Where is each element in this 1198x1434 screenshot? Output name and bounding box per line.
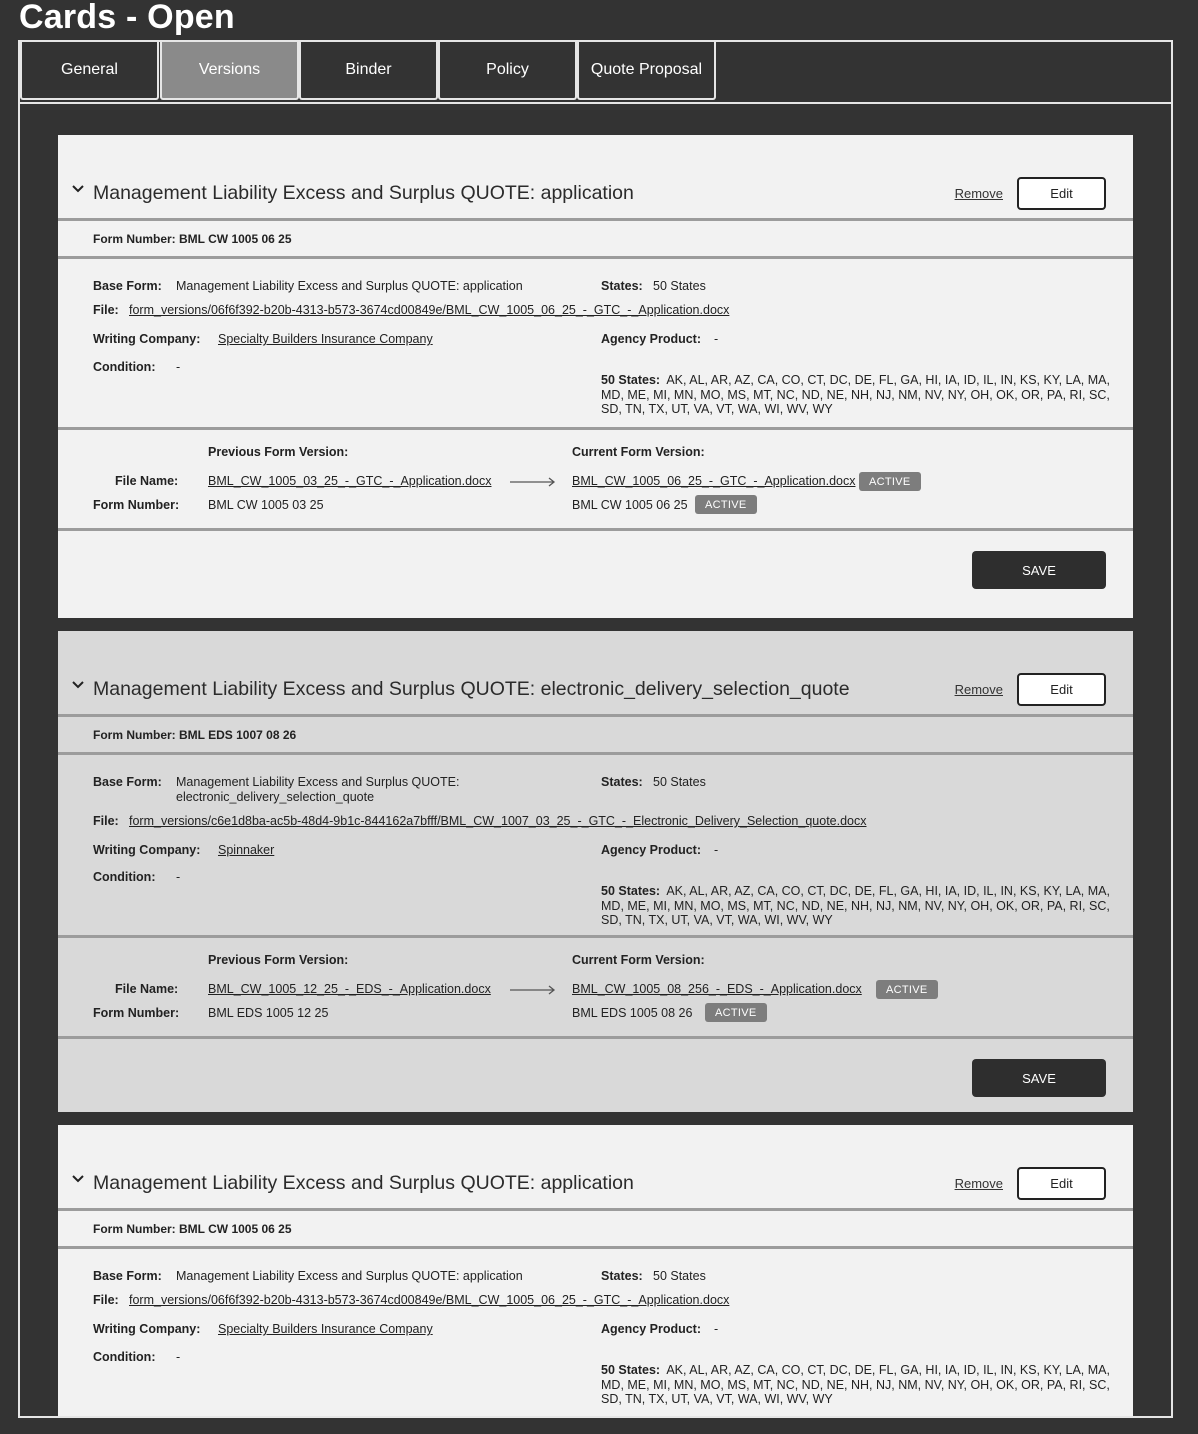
chevron-down-icon[interactable] xyxy=(71,1173,85,1185)
writing-company-link[interactable]: Specialty Builders Insurance Company xyxy=(218,332,433,346)
chevron-down-icon[interactable] xyxy=(71,679,85,691)
chevron-down-icon[interactable] xyxy=(71,183,85,195)
current-form-number: BML EDS 1005 08 26 xyxy=(572,1006,693,1020)
base-form-label: Base Form: xyxy=(93,775,162,789)
tab-general[interactable]: General xyxy=(20,42,159,100)
version-comparison xyxy=(58,430,1133,528)
condition-label: Condition: xyxy=(93,1350,156,1364)
states-list-value: AK, AL, AR, AZ, CA, CO, CT, DC, DE, FL, GA, HI, IA, ID, IL, IN, KS, KY, LA, MA, MD, ME, MI, MN, MO, MS, MT, NC, ND, NE, NH, NJ, NM, NV, NY, OH, OK, OR, PA, RI, SC, SD, TN, TX, UT, VA, VT, WA, WI, WV, WY xyxy=(601,1363,1110,1406)
previous-file-link[interactable]: BML_CW_1005_03_25_-_GTC_-_Application.docx xyxy=(208,474,492,488)
card-header xyxy=(58,631,1133,714)
condition-value: - xyxy=(176,360,181,374)
states-list xyxy=(601,1363,1121,1407)
page-title: Cards - Open xyxy=(19,0,235,36)
base-form-label: Base Form: xyxy=(93,279,162,293)
form-number-row xyxy=(58,717,1133,752)
active-badge: ACTIVE xyxy=(705,1003,767,1022)
form-card xyxy=(58,135,1133,618)
states-list-label: 50 States: xyxy=(601,884,661,898)
writing-company-link[interactable]: Spinnaker xyxy=(218,843,275,857)
active-badge: ACTIVE xyxy=(876,980,938,999)
condition-value: - xyxy=(176,870,181,884)
condition-label: Condition: xyxy=(93,360,156,374)
base-form-label: Base Form: xyxy=(93,1269,162,1283)
current-version-heading: Current Form Version: xyxy=(572,445,705,459)
states-list-value: AK, AL, AR, AZ, CA, CO, CT, DC, DE, FL, GA, HI, IA, ID, IL, IN, KS, KY, LA, MA, MD, ME, MI, MN, MO, MS, MT, NC, ND, NE, NH, NJ, NM, NV, NY, OH, OK, OR, PA, RI, SC, SD, TN, TX, UT, VA, VT, WA, WI, WV, WY xyxy=(601,373,1110,416)
arrow-right-icon xyxy=(510,985,556,995)
states-label: States: xyxy=(601,1269,643,1283)
form-number-heading: Form Number: BML CW 1005 06 25 xyxy=(93,232,292,246)
remove-link[interactable]: Remove xyxy=(954,682,1003,697)
states-list-label: 50 States: xyxy=(601,1363,661,1377)
tab-bar xyxy=(20,42,1171,104)
writing-company-label: Writing Company: xyxy=(93,1322,201,1336)
agency-product-value: - xyxy=(714,1322,719,1336)
previous-form-number: BML CW 1005 03 25 xyxy=(208,498,324,512)
agency-product-label: Agency Product: xyxy=(601,843,702,857)
current-file-link[interactable]: BML_CW_1005_08_256_-_EDS_-_Application.docx xyxy=(572,982,862,996)
form-card xyxy=(58,1125,1133,1418)
states-value: 50 States xyxy=(653,279,706,293)
tab-binder[interactable]: Binder xyxy=(299,42,438,100)
previous-file-link[interactable]: BML_CW_1005_12_25_-_EDS_-_Application.docx xyxy=(208,982,491,996)
form-number-heading: Form Number: BML CW 1005 06 25 xyxy=(93,1222,292,1236)
condition-value: - xyxy=(176,1350,181,1364)
agency-product-label: Agency Product: xyxy=(601,1322,702,1336)
writing-company-label: Writing Company: xyxy=(93,332,201,346)
agency-product-value: - xyxy=(714,332,719,346)
form-number-row xyxy=(58,221,1133,256)
edit-button[interactable]: Edit xyxy=(1017,177,1106,210)
tab-versions[interactable]: Versions xyxy=(160,42,299,100)
arrow-right-icon xyxy=(510,477,556,487)
version-comparison xyxy=(58,938,1133,1036)
card-header xyxy=(58,1125,1133,1208)
previous-version-heading: Previous Form Version: xyxy=(208,953,349,967)
states-label: States: xyxy=(601,279,643,293)
current-file-link[interactable]: BML_CW_1005_06_25_-_GTC_-_Application.docx xyxy=(572,474,856,488)
remove-link[interactable]: Remove xyxy=(954,186,1003,201)
previous-form-number: BML EDS 1005 12 25 xyxy=(208,1006,329,1020)
active-badge: ACTIVE xyxy=(695,495,757,514)
form-number-label: Form Number: xyxy=(93,1006,180,1020)
save-button[interactable]: SAVE xyxy=(972,551,1106,589)
states-list xyxy=(601,884,1121,928)
states-list xyxy=(601,373,1121,417)
form-details xyxy=(58,259,1133,427)
edit-button[interactable]: Edit xyxy=(1017,673,1106,706)
active-badge: ACTIVE xyxy=(859,472,921,491)
cards-frame xyxy=(18,40,1173,1418)
states-label: States: xyxy=(601,775,643,789)
save-button[interactable]: SAVE xyxy=(972,1059,1106,1097)
base-form-value: Management Liability Excess and Surplus QUOTE: application xyxy=(176,1269,523,1283)
form-card xyxy=(58,631,1133,1112)
current-version-heading: Current Form Version: xyxy=(572,953,705,967)
agency-product-value: - xyxy=(714,843,719,857)
save-row xyxy=(58,531,1133,616)
card-header xyxy=(58,135,1133,218)
previous-version-heading: Previous Form Version: xyxy=(208,445,349,459)
card-title: Management Liability Excess and Surplus QUOTE: application xyxy=(93,1172,634,1194)
states-list-label: 50 States: xyxy=(601,373,661,387)
file-link[interactable]: form_versions/06f6f392-b20b-4313-b573-3674cd00849e/BML_CW_1005_06_25_-_GTC_-_Application.docx xyxy=(129,1293,730,1307)
card-title: Management Liability Excess and Surplus QUOTE: application xyxy=(93,182,634,204)
states-value: 50 States xyxy=(653,1269,706,1283)
tab-quote-proposal[interactable]: Quote Proposal xyxy=(577,42,716,100)
form-number-label: Form Number: xyxy=(93,498,180,512)
file-label: File: xyxy=(93,814,119,828)
tab-policy[interactable]: Policy xyxy=(438,42,577,100)
states-value: 50 States xyxy=(653,775,706,789)
base-form-value: Management Liability Excess and Surplus QUOTE: application xyxy=(176,279,523,293)
card-title: Management Liability Excess and Surplus QUOTE: electronic_delivery_selection_quote xyxy=(93,678,850,700)
edit-button[interactable]: Edit xyxy=(1017,1167,1106,1200)
current-form-number: BML CW 1005 06 25 xyxy=(572,498,688,512)
writing-company-label: Writing Company: xyxy=(93,843,201,857)
writing-company-link[interactable]: Specialty Builders Insurance Company xyxy=(218,1322,433,1336)
save-row xyxy=(58,1039,1133,1112)
remove-link[interactable]: Remove xyxy=(954,1176,1003,1191)
form-number-heading: Form Number: BML EDS 1007 08 26 xyxy=(93,728,297,742)
agency-product-label: Agency Product: xyxy=(601,332,702,346)
file-label: File: xyxy=(93,1293,119,1307)
form-details xyxy=(58,755,1133,935)
states-list-value: AK, AL, AR, AZ, CA, CO, CT, DC, DE, FL, GA, HI, IA, ID, IL, IN, KS, KY, LA, MA, MD, ME, MI, MN, MO, MS, MT, NC, ND, NE, NH, NJ, NM, NV, NY, OH, OK, OR, PA, RI, SC, SD, TN, TX, UT, VA, VT, WA, WI, WV, WY xyxy=(601,884,1110,927)
form-number-row xyxy=(58,1211,1133,1246)
file-name-label: File Name: xyxy=(115,982,179,996)
base-form-value: Management Liability Excess and Surplus QUOTE: xyxy=(176,775,460,789)
file-link[interactable]: form_versions/c6e1d8ba-ac5b-48d4-9b1c-844162a7bfff/BML_CW_1007_03_25_-_GTC_-_Electronic_Delivery_Selection_quote.docx xyxy=(129,814,867,828)
file-link[interactable]: form_versions/06f6f392-b20b-4313-b573-3674cd00849e/BML_CW_1005_06_25_-_GTC_-_Application.docx xyxy=(129,303,730,317)
form-details xyxy=(58,1249,1133,1417)
file-label: File: xyxy=(93,303,119,317)
condition-label: Condition: xyxy=(93,870,156,884)
file-name-label: File Name: xyxy=(115,474,179,488)
base-form-value-line2: electronic_delivery_selection_quote xyxy=(176,790,375,804)
